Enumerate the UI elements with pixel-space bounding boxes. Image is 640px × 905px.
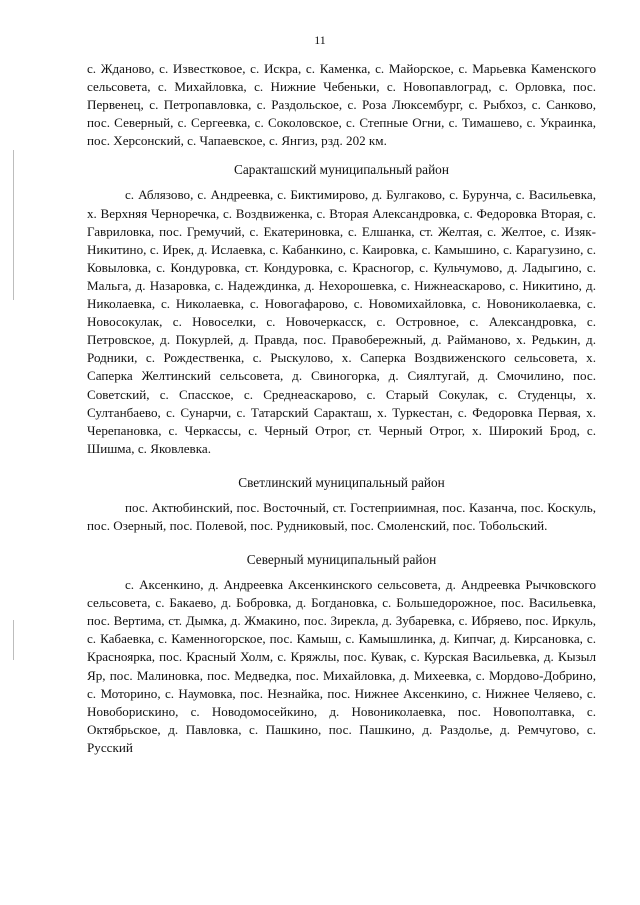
section-heading-svetly: Светлинский муниципальный район bbox=[238, 474, 445, 490]
section-paragraph-severny: с. Аксенкино, д. Андреевка Аксенкинского сельсовета, д. Андреевка Рычковского сельсовета, с. Бакаево, д. Бобровка, д. Богдановка, с. Большедорожное, пос. Васильевка, пос. Вертима, ст. Дымка, д. Жмакино, пос. Зирекла, д. Зубаревка, с. Ибряево, пос. Иркуль, с. Кабаевка, с. Каменногорское, пос. Камыш, с. Камышлинка, д. Кипчаг, д. Кирсановка, с. Красноярка, пос. Красный Холм, с. Кряжлы, пос. Кувак, с. Курская Васильевка, д. Кызыл Яр, пос. Малиновка, пос. Медведка, пос. Михайловка, д. Михеевка, с. Мордово-Добрино, с. Моторино, с. Наумовка, пос. Незнайка, пос. Нижнее Аксенкино, с. Нижнее Челяево, с. Новоборискино, с. Новодомосейкино, д. Новониколаевка, пос. Новополтавка, с. Октябрьское, д. Павловка, с. Пашкино, пос. Пашкино, д. Раздолье, д. Ремчугово, с. Русский bbox=[87, 577, 596, 755]
section-paragraph-svetly: пос. Актюбинский, пос. Восточный, ст. Гостеприимная, пос. Казанча, пос. Коскуль, пос. Озерный, пос. Полевой, пос. Рудниковый, пос. Смоленский, пос. Тобольский. bbox=[87, 499, 596, 533]
document-body bbox=[87, 60, 596, 757]
section-heading-saraktash: Саракташский муниципальный район bbox=[234, 162, 449, 178]
section-heading-severny: Северный муниципальный район bbox=[246, 552, 437, 568]
scan-margin-line bbox=[13, 150, 14, 300]
page-number: 11 bbox=[314, 33, 326, 47]
continued-paragraph: с. Жданово, с. Известковое, с. Искра, с. Каменка, с. Майорское, с. Марьевка Каменского сельсовета, с. Михайловка, с. Нижние Чебеньки, с. Новопавлоград, с. Орловка, пос. Первенец, с. Петропавловка, с. Раздольское, с. Роза Люксембург, с. Рыбхоз, с. Санково, пос. Северный, с. Сергеевка, с. Соколовское, с. Степные Огни, с. Тимашево, с. Украинка, пос. Херсонский, с. Чапаевское, с. Янгиз, рзд. 202 км. bbox=[87, 61, 596, 149]
section-paragraph-saraktash: с. Аблязово, с. Андреевка, с. Биктимирово, д. Булгаково, с. Бурунча, с. Васильевка, х. Верхняя Черноречка, с. Воздвиженка, с. Вторая Александровка, с. Федоровка Вторая, с. Гавриловка, пос. Гремучий, с. Екатериновка, с. Елшанка, ст. Желтая, с. Желтое, с. Изяк-Никитино, с. Ирек, д. Ислаевка, с. Кабанкино, с. Каировка, с. Камышино, с. Карагузино, с. Ковыловка, с. Кондуровка, ст. Кондуровка, с. Красногор, с. Кульчумово, д. Ладыгино, с. Мальга, д. Назаровка, с. Надеждинка, д. Нехорошевка, с. Нижнеаскарово, с. Никитино, д. Николаевка, с. Николаевка, с. Новогафарово, с. Новомихайловка, с. Новониколаевка, с. Новосокулак, с. Новоселки, с. Новочеркасск, с. Островное, с. Александровка, с. Петровское, д. Покурлей, д. Правда, пос. Правобережный, д. Райманово, х. Редькин, д. Родники, с. Рождественка, с. Рыскулово, х. Саперка Воздвиженского сельсовета, х. Саперка Желтинский сельсовета, д. Свиногорка, д. Сиялтугай, д. Смочилино, пос. Советский, с. Спасское, с. Среднеаскарово, с. Старый Сокулак, с. Студенцы, х. Султанбаево, с. Сунарчи, с. Татарский Саракташ, х. Туркестан, с. Федоровка Первая, х. Черепановка, с. Черкассы, с. Черный Отрог, ст. Черный Отрог, х. Широкий Брод, с. Шишма, с. Яковлевка. bbox=[87, 187, 596, 456]
scan-margin-line bbox=[13, 620, 14, 660]
